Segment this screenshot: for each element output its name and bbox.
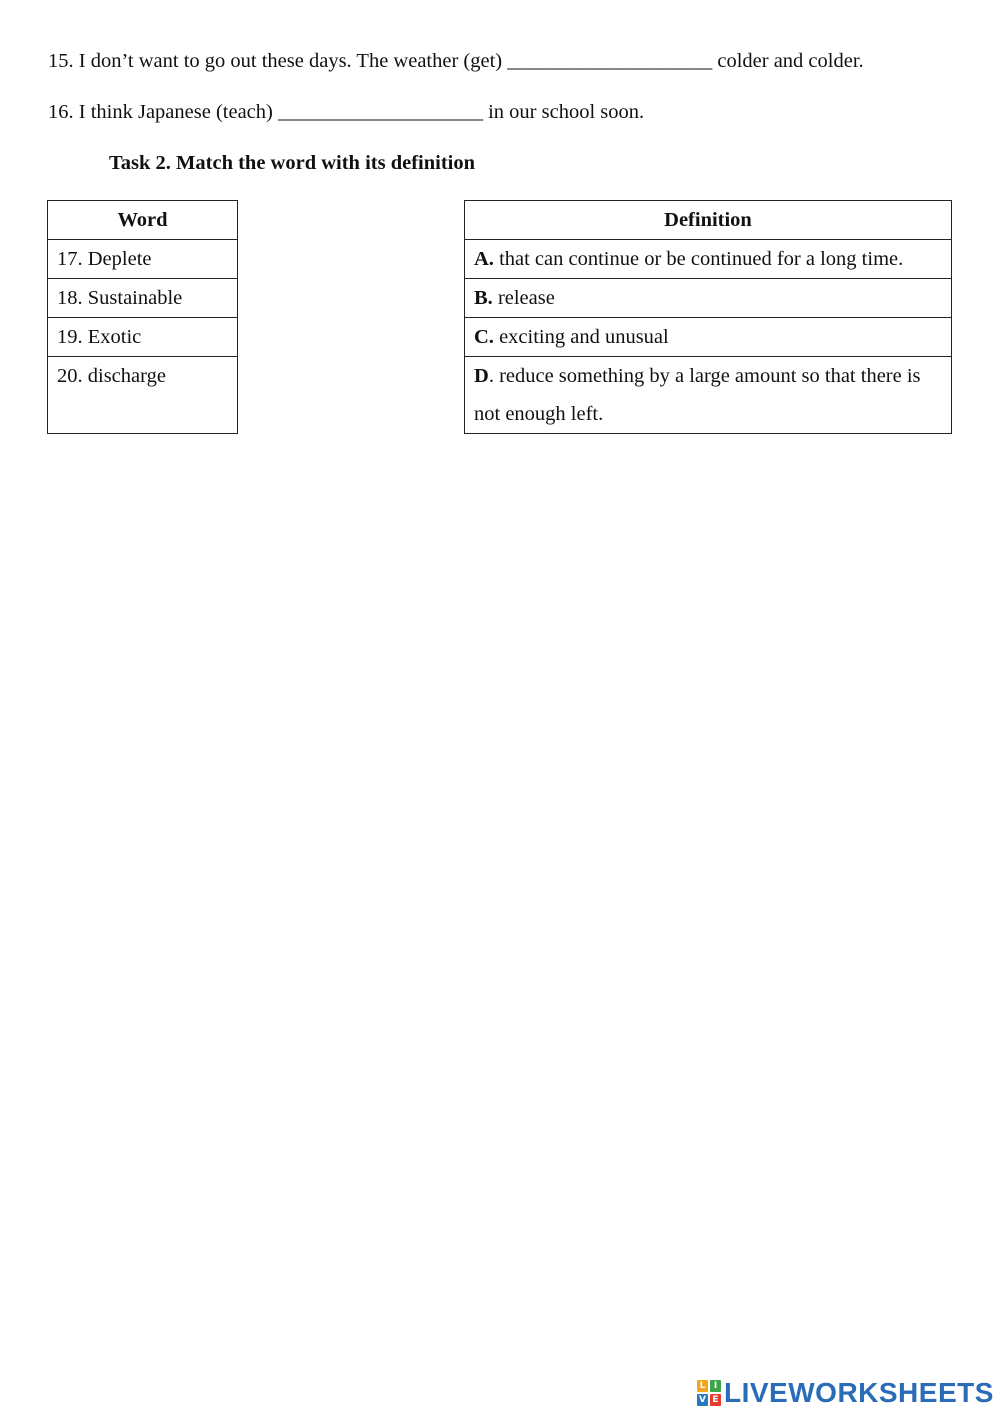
word-row-17: 17. Deplete — [48, 240, 238, 279]
liveworksheets-logo-text: LIVEWORKSHEETS — [724, 1377, 994, 1408]
question-16: 16. I think Japanese (teach) ____________________ in our school soon. — [48, 101, 645, 123]
definition-text-d: . reduce something by a large amount so that there is not enough left. — [474, 365, 921, 425]
definition-row-a — [465, 240, 952, 279]
word-row-19: 19. Exotic — [48, 318, 238, 357]
definition-text-b: release — [492, 287, 555, 309]
definition-letter-c: C. — [474, 326, 494, 348]
definition-table-header: Definition — [465, 201, 952, 240]
definition-row-c — [465, 318, 952, 357]
definition-table — [464, 200, 952, 434]
definition-letter-a: A. — [474, 248, 494, 270]
liveworksheets-logo — [697, 1378, 994, 1408]
definition-letter-d: D — [474, 365, 489, 387]
definition-row-b — [465, 279, 952, 318]
word-row-18: 18. Sustainable — [48, 279, 238, 318]
definition-text-c: exciting and unusual — [493, 326, 669, 348]
task-title: Task 2. Match the word with its definition — [109, 152, 475, 174]
word-row-20: 20. discharge — [48, 357, 238, 434]
liveworksheets-mark-icon: L I V E — [697, 1380, 721, 1406]
word-table-header: Word — [48, 201, 238, 240]
word-table — [47, 200, 238, 434]
definition-letter-b: B. — [474, 287, 493, 309]
question-15: 15. I don’t want to go out these days. The weather (get) ____________________ colder and colder. — [48, 50, 864, 72]
definition-row-d — [465, 357, 952, 434]
definition-text-a: that can continue or be continued for a long time. — [493, 248, 904, 270]
